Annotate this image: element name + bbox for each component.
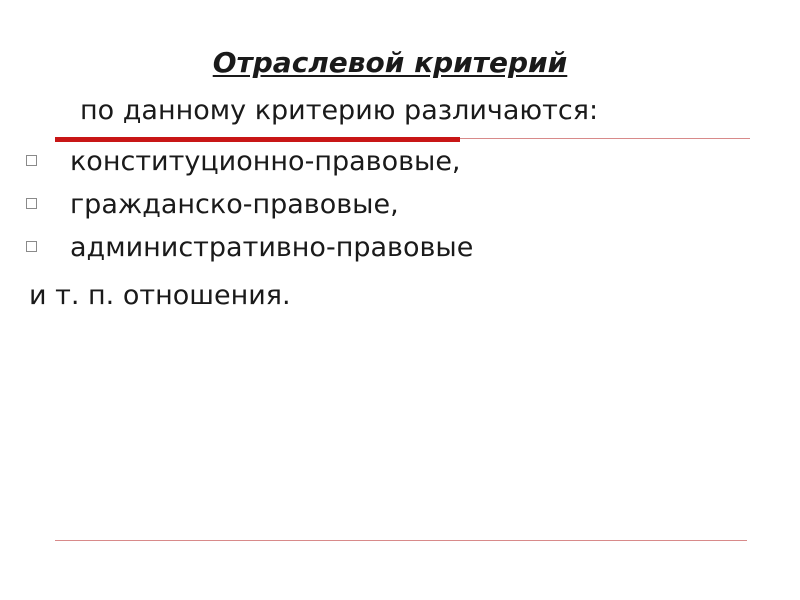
list-item-text: административно-правовые [70, 232, 474, 263]
footer-rule [55, 540, 747, 541]
slide-title: Отраслевой критерий [212, 46, 568, 79]
list-item-text: гражданско-правовые, [70, 189, 399, 220]
square-bullet-icon [26, 241, 37, 252]
list-item-text: конституционно-правовые, [70, 146, 461, 177]
square-bullet-icon [26, 155, 37, 166]
closing-text: и т. п. отношения. [29, 280, 291, 311]
square-bullet-icon [26, 198, 37, 209]
slide-subtitle: по данному критерию различаются: [80, 95, 599, 126]
accent-rule [460, 138, 750, 139]
